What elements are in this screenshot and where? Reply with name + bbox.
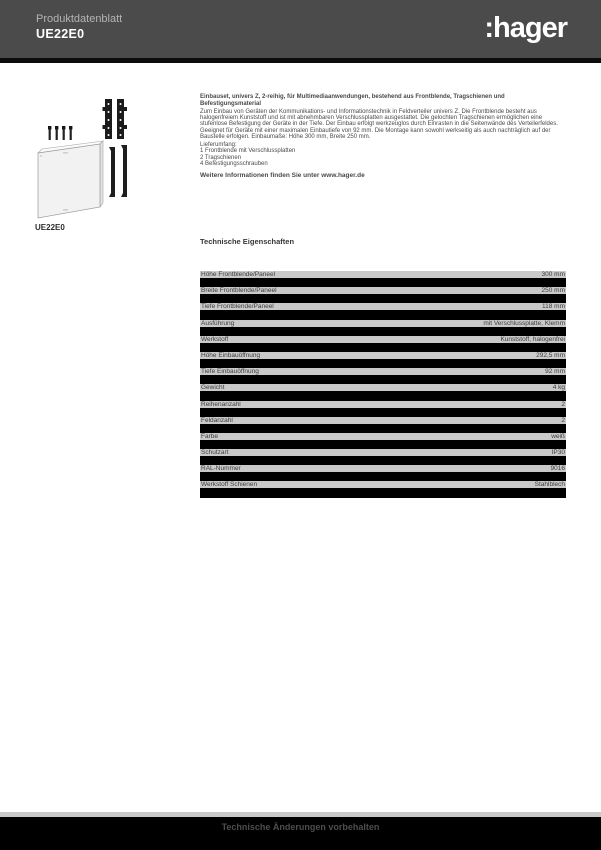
spec-value: 2	[561, 416, 565, 424]
spec-label: Tiefe Einbauöffnung	[201, 368, 259, 376]
spec-label: Höhe Einbauöffnung	[201, 351, 261, 359]
table-row	[200, 481, 566, 497]
table-row	[200, 336, 566, 352]
description-block	[200, 94, 566, 179]
spec-label: Schutzart	[201, 449, 229, 457]
table-row	[200, 287, 566, 303]
spec-label: Werkstoff Schienen	[201, 481, 258, 489]
table-row	[200, 271, 566, 287]
product-exploded-view	[35, 95, 160, 222]
spec-value: 2	[561, 400, 565, 408]
scope-of-delivery-list	[200, 142, 566, 168]
spec-label: Farbe	[201, 432, 218, 440]
table-row	[200, 417, 566, 433]
spec-label: Höhe Frontblende/Paneel	[201, 271, 276, 278]
screws-icon	[48, 126, 72, 140]
table-row	[200, 465, 566, 481]
spec-value: 118 mm	[542, 303, 565, 311]
description-body: Zum Einbau von Geräten der Kommunikations- und Informationstechnik in Feldverteiler univers Z. Die Frontblende besteht aus halogenfreiem Kunststoff und ist mit abnehmbaren Verschlussplatten ausgestattet. Die gelochten Tragschienen ermöglichen eine stufenlose Befestigung der Geräte in der Tiefe. Der Einbau erfolgt werkzeuglos durch Einrasten in die Seitenwände des Verteilerfeldes. Geeignet für Geräte mit einer maximalen Einbautiefe von 92 mm. Die Montage kann sowohl werkseitig als auch nachträglich auf der Baustelle erfolgen. Einbaumaße: Höhe 300 mm, Breite 250 mm.	[200, 109, 558, 140]
doc-type-label: Produktdatenblatt	[36, 13, 123, 25]
table-row	[200, 303, 566, 319]
header-divider	[0, 58, 601, 63]
list-item: 1 Frontblende mit Verschlussplatten	[200, 148, 296, 155]
description-note: Weitere Informationen finden Sie unter www.hager.de	[200, 171, 365, 179]
image-caption: UE22E0	[35, 223, 65, 232]
table-row	[200, 320, 566, 336]
spec-label: Werkstoff	[201, 335, 229, 343]
specs-table	[200, 271, 566, 498]
table-row	[200, 401, 566, 417]
spec-value: weiß	[551, 432, 565, 440]
spec-value: IP30	[551, 449, 565, 457]
spec-value: 92 mm	[545, 368, 565, 376]
mounting-rails-icon	[103, 99, 128, 139]
hager-logo: :hager	[484, 12, 567, 44]
list-item: 2 Tragschienen	[200, 154, 242, 161]
spec-value: 9016	[550, 465, 565, 473]
side-holders-icon	[108, 145, 127, 197]
spec-label: Breite Frontblende/Paneel	[201, 287, 277, 295]
footer-text: Technische Änderungen vorbehalten	[221, 822, 380, 832]
description-intro: Einbauset, univers Z, 2-reihig, für Multimediaanwendungen, bestehend aus Frontblende, Tragschienen und Befestigungsmaterial	[200, 94, 505, 107]
list-item: Lieferumfang:	[200, 142, 237, 149]
spec-value: 4 kg	[552, 384, 565, 392]
header-bar	[0, 0, 601, 58]
spec-label: Gewicht	[201, 384, 225, 392]
product-code: UE22E0	[36, 27, 85, 41]
spec-value: 300 mm	[541, 271, 565, 278]
table-row	[200, 368, 566, 384]
product-image	[35, 95, 160, 222]
spec-label: Reihenanzahl	[201, 400, 241, 408]
spec-value: 292,5 mm	[536, 351, 565, 359]
footer-bar	[0, 817, 601, 850]
spec-value: mit Verschlussplatte, Klemm	[483, 319, 565, 327]
spec-label: Feldanzahl	[201, 416, 233, 424]
list-item: 4 Befestigungsschrauben	[200, 161, 268, 168]
table-row	[200, 352, 566, 368]
front-panel-icon	[38, 141, 103, 218]
table-row	[200, 384, 566, 400]
spec-value: Kunststoff, halogenfrei	[500, 335, 565, 343]
spec-value: 250 mm	[541, 287, 565, 295]
table-row	[200, 449, 566, 465]
specs-heading: Technische Eigenschaften	[200, 237, 295, 246]
spec-label: RAL-Nummer	[201, 465, 241, 473]
table-row	[200, 433, 566, 449]
spec-value: Stahlblech	[534, 481, 565, 489]
spec-label: Tiefe Frontblende/Paneel	[201, 303, 274, 311]
spec-label: Ausführung	[201, 319, 235, 327]
